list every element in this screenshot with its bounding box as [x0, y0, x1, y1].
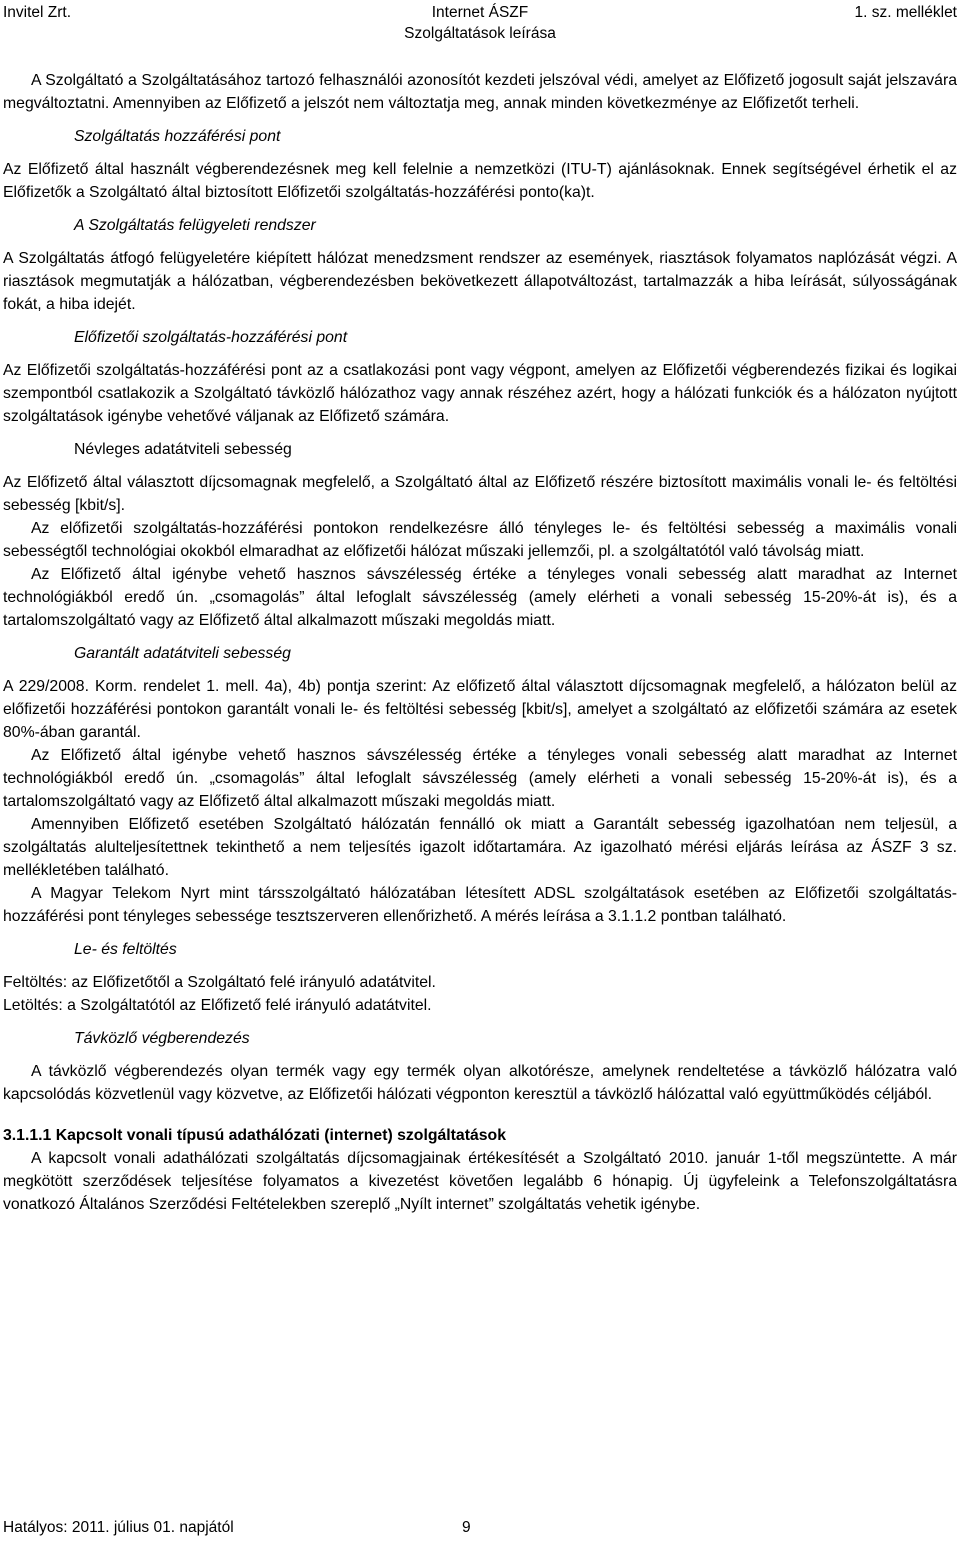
- paragraph: A Szolgáltatás átfogó felügyeletére kiépített hálózat menedzsment rendszer az események, riasztások folyamatos naplózását végzi. A riasztások megmutatják a hálózatban, végberendezésben bekövetkezett állapotváltozást, tartalmazzák a hiba leírását, súlyosságának fokát, a hiba idejét.: [3, 250, 957, 313]
- paragraph: A 229/2008. Korm. rendelet 1. mell. 4a), 4b) pontja szerint: Az előfizető által választott díjcsomagnak megfelelő, a hálózaton belül az előfizetői hozzáférési pontokon garantált vonali le- és feltöltési sebesség [kbit/s], amelyet a szolgáltató az előfizetői számára az esetek 80%-ában garantál.: [3, 678, 957, 741]
- heading-nominal-speed: Névleges adatátviteli sebesség: [74, 441, 292, 458]
- paragraph: Az Előfizetői szolgáltatás-hozzáférési pont az a csatlakozási pont vagy végpont, amelyen az Előfizetői végberendezés fizikai és logikai szempontból csatlakozik a Szolgáltató távközlő hálózathoz vagy annak részéhez azért, hogy a hálózati funkciók és a hálózaton nyújtott szolgáltatások igénybe vehetővé váljanak az Előfizető számára.: [3, 362, 957, 425]
- heading-monitoring: A Szolgáltatás felügyeleti rendszer: [74, 217, 316, 234]
- paragraph: Az Előfizető által igénybe vehető hasznos sávszélesség értéke a tényleges vonali sebesség alatt maradhat az Internet technológiákból eredő ún. „csomagolás” által lefoglalt sávszélesség (amely elérheti a vonali sebesség 15-20%-át is), és a tartalomszolgáltató vagy az Előfizető által alkalmazott műszaki megoldás miatt.: [3, 747, 957, 810]
- page-footer: [3, 1518, 471, 1538]
- document-body: [3, 69, 957, 1216]
- page-number: 9: [462, 1519, 471, 1536]
- header-company: Invitel Zrt.: [3, 4, 72, 21]
- section-heading-dialup: 3.1.1.1 Kapcsolt vonali típusú adathálózati (internet) szolgáltatások: [3, 1127, 506, 1144]
- heading-access-point: Szolgáltatás hozzáférési pont: [74, 128, 281, 145]
- footer-effective-date: Hatályos: 2011. július 01. napjától: [3, 1519, 234, 1536]
- paragraph: Letöltés: a Szolgáltatótól az Előfizető felé irányuló adatátvitel.: [3, 997, 432, 1014]
- paragraph: Feltöltés: az Előfizetőtől a Szolgáltató felé irányuló adatátvitel.: [3, 974, 436, 991]
- header-annex: 1. sz. melléklet: [854, 4, 957, 21]
- header-subtitle: Szolgáltatások leírása: [404, 25, 556, 42]
- paragraph: A kapcsolt vonali adathálózati szolgáltatás díjcsomagjainak értékesítését a Szolgáltató 2010. január 1-től megszüntette. A már megkötött szerződések teljesítése folyamatos a kivezetést követően legalább 6 hónapig. Új ügyfeleink a Telefonszolgáltatásra vonatkozó Általános Szerződési Feltételekben szereplő „Nyílt internet” szolgáltatás vehetik igénybe.: [3, 1150, 957, 1213]
- paragraph: A távközlő végberendezés olyan termék vagy egy termék olyan alkotórésze, amelynek rendeltetése a távközlő hálózatra való kapcsolódás közvetlenül vagy közvetve, az Előfizetői hálózati végponton keresztül a távközlő hálózattal való együttműködés céljából.: [3, 1063, 957, 1103]
- heading-terminal: Távközlő végberendezés: [74, 1030, 250, 1047]
- intro-paragraph: A Szolgáltató a Szolgáltatásához tartozó felhasználói azonosítót kezdeti jelszóval védi, amelyet az Előfizető jogosult saját jelszavára megváltoztatni. Amennyiben az Előfizető a jelszót nem változtatja meg, annak minden következménye az Előfizetőt terheli.: [3, 72, 957, 112]
- paragraph: A Magyar Telekom Nyrt mint társszolgáltató hálózatában létesített ADSL szolgáltatások esetében az Előfizetői szolgáltatás-hozzáférési pont tényleges sebessége tesztszerveren ellenőrizhető. A mérés leírása a 3.1.1.2 pontban található.: [3, 885, 957, 925]
- heading-up-download: Le- és feltöltés: [74, 941, 177, 958]
- heading-guaranteed-speed: Garantált adatátviteli sebesség: [74, 645, 291, 662]
- paragraph: Amennyiben Előfizető esetében Szolgáltató hálózatán fennálló ok miatt a Garantált sebesség igazolhatóan nem teljesül, a szolgáltatás alulteljesítettnek tekinthető a nem teljesítés igazolt időtartamára. Az igazolható mérési eljárás leírása az ÁSZF 3 sz. mellékletében található.: [3, 816, 957, 879]
- paragraph: Az előfizetői szolgáltatás-hozzáférési pontokon rendelkezésre álló tényleges le- és feltöltési sebesség a maximális vonali sebességtől technológiai okokból elmaradhat az előfizetői hálózat műszaki jellemzői, pl. a szolgáltatótól való távolság miatt.: [3, 520, 957, 560]
- heading-subscriber-access-point: Előfizetői szolgáltatás-hozzáférési pont: [74, 329, 348, 346]
- paragraph: Az Előfizető által igénybe vehető hasznos sávszélesség értéke a tényleges vonali sebesség alatt maradhat az Internet technológiákból eredő ún. „csomagolás” által lefoglalt sávszélesség (amely elérheti a vonali sebesség 15-20%-át is), és a tartalomszolgáltató vagy az Előfizető által alkalmazott műszaki megoldás miatt.: [3, 566, 957, 629]
- paragraph: Az Előfizető által választott díjcsomagnak megfelelő, a Szolgáltató által az Előfizető részére biztosított maximális vonali le- és feltöltési sebesség [kbit/s].: [3, 474, 957, 514]
- header-title: Internet ÁSZF: [431, 4, 529, 21]
- paragraph: Az Előfizető által használt végberendezésnek meg kell felelnie a nemzetközi (ITU-T) ajánlásoknak. Ennek segítségével érhetik el az Előfizetők a Szolgáltató által biztosított Előfizetői szolgáltatás-hozzáférési ponto(ka)t.: [3, 161, 957, 201]
